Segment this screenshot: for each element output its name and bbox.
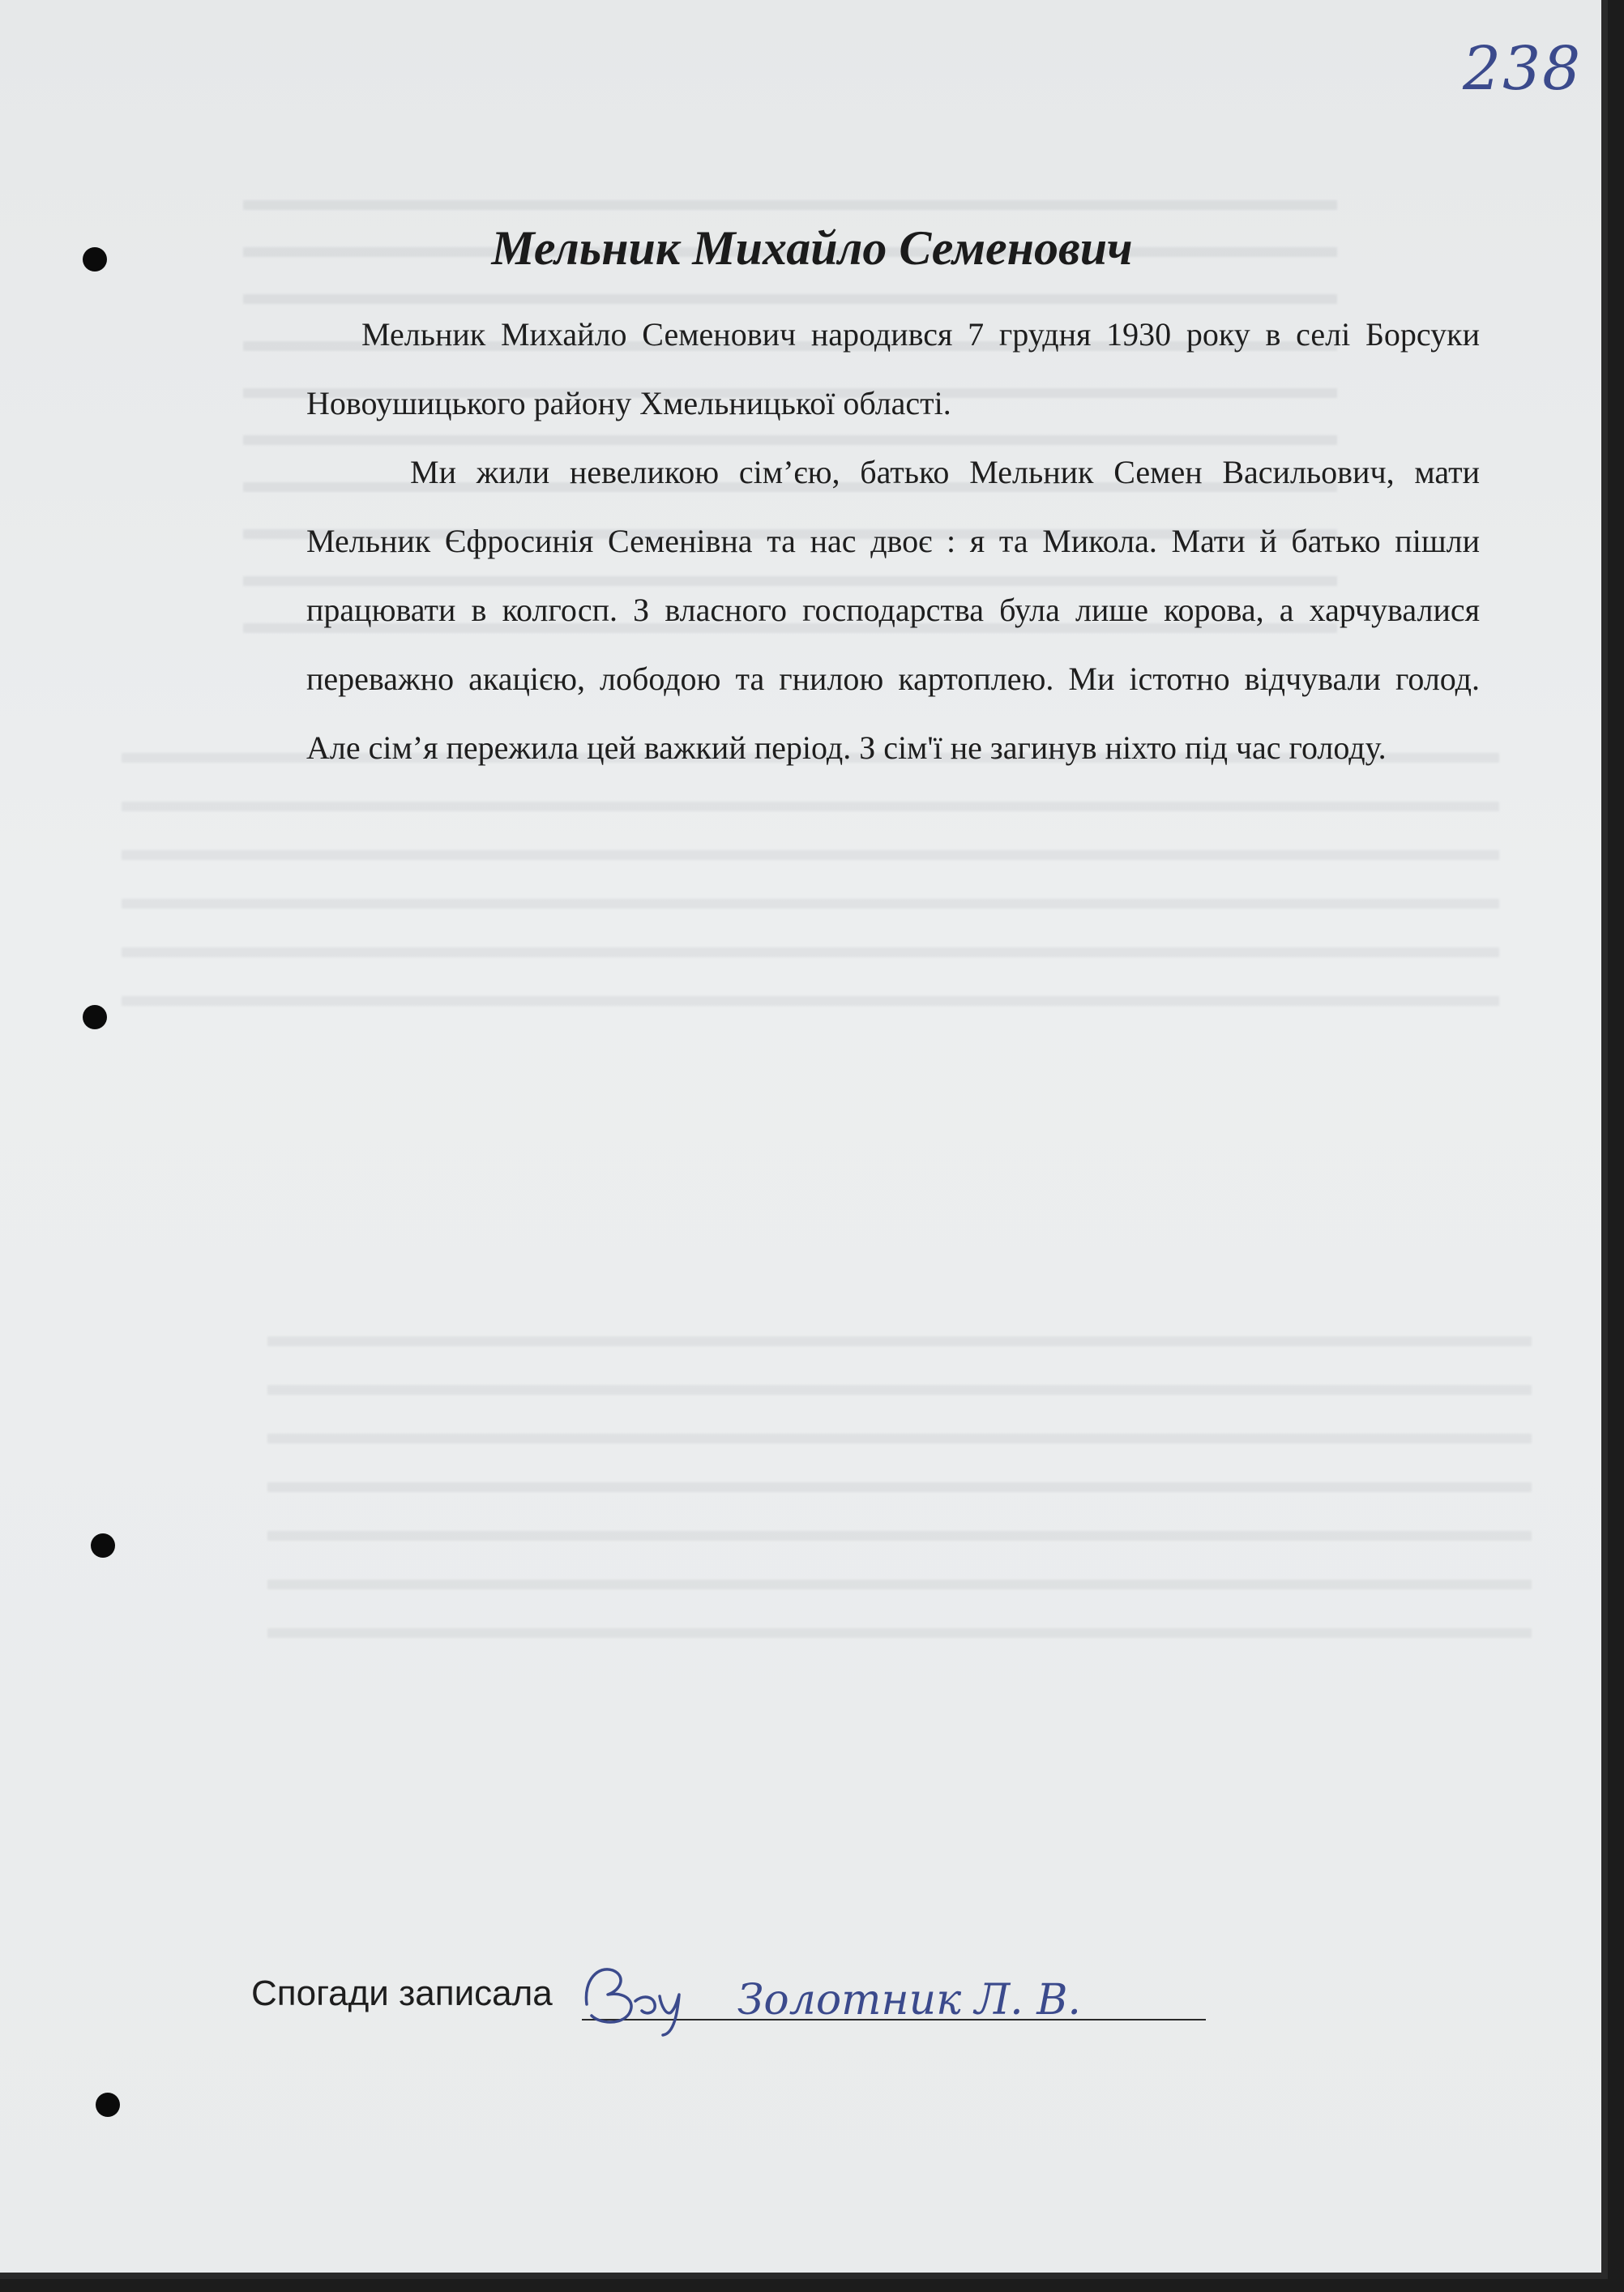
signature-label: Спогади записала: [251, 1973, 553, 2013]
paragraph-birth: Мельник Михайло Семенович народився 7 грудня 1930 року в селі Борсуки Новоушицького району Хмельницької області.: [306, 316, 1480, 421]
paragraph-family: Ми жили невеликою сім’єю, батько Мельник Семен Васильович, мати Мельник Єфросинія Семенівна та нас двоє : я та Микола. Мати й батько пішли працювати в колгосп. З власного господарства була лише корова, а харчувалися переважно акацією, лободою та гнилою картоплею. Ми істотно відчували голод. Але сім’я пережила цей важкий період. З сім'ї не загинув ніхто під час голоду.: [306, 454, 1480, 766]
signature-block: [251, 1965, 1207, 2030]
punch-hole: [91, 1533, 115, 1558]
punch-hole: [83, 1005, 107, 1029]
bleed-through-text: [267, 1317, 1532, 1657]
handwritten-signature: [575, 1956, 1207, 2037]
punch-hole: [96, 2093, 120, 2117]
archive-page-number: 238: [1463, 34, 1583, 104]
document-title: Мельник Михайло Семенович: [491, 221, 1133, 275]
handwritten-name: Золотник Л. В.: [737, 1976, 1081, 2025]
